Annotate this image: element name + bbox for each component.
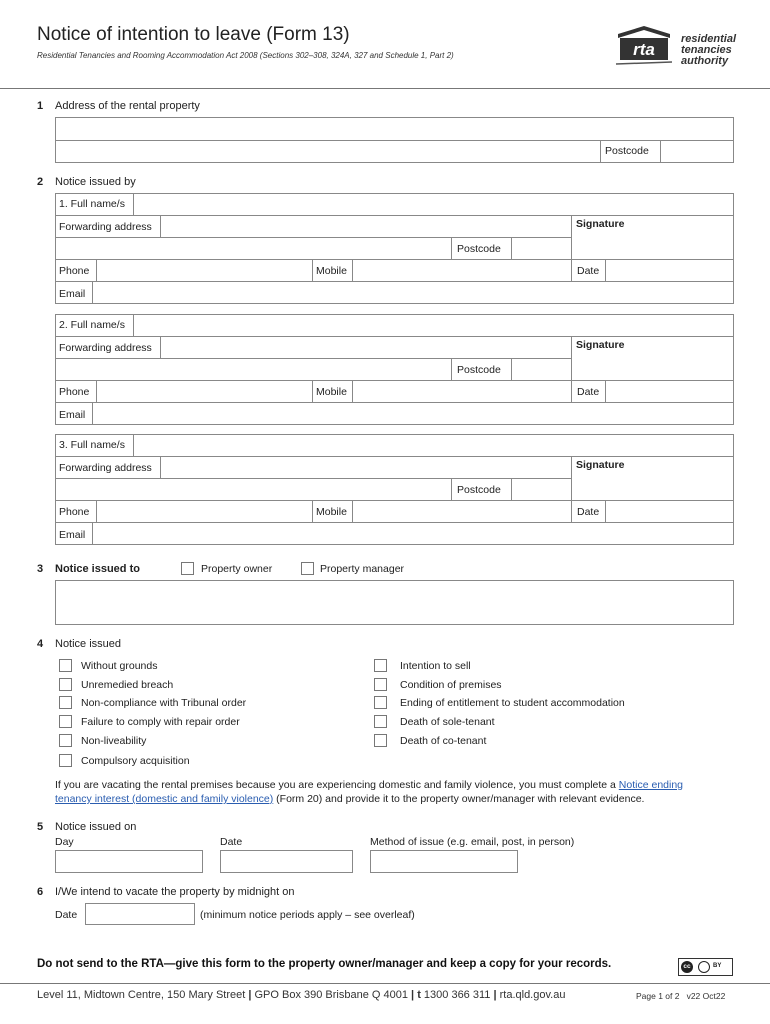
reason-label-right-4: Death of sole-tenant bbox=[400, 716, 495, 728]
reason-checkbox-right-4[interactable] bbox=[374, 715, 387, 728]
logo-line-2: tenancies bbox=[681, 44, 732, 56]
rta-logo-text: rta bbox=[633, 40, 655, 59]
tenant-1-signature-input[interactable] bbox=[572, 233, 733, 258]
tenant-3-email-label: Email bbox=[59, 529, 86, 541]
tenant-1-email-label: Email bbox=[59, 288, 86, 300]
tenant-3-email-input[interactable] bbox=[93, 523, 733, 544]
tenant-3-date-label: Date bbox=[577, 506, 600, 518]
tenant-2-phone-label: Phone bbox=[59, 386, 90, 398]
tenant-1-row-divider-2 bbox=[55, 237, 571, 238]
reason-label-right-3: Ending of entitlement to student accommodation bbox=[400, 697, 625, 709]
reason-checkbox-right-1[interactable] bbox=[374, 659, 387, 672]
tenant-1-phone-label: Phone bbox=[59, 265, 90, 277]
section-1-postcode-label: Postcode bbox=[605, 145, 649, 157]
section-4-number: 4 bbox=[37, 638, 44, 650]
postcode-divider bbox=[600, 140, 601, 163]
tenant-2-mobile-label: Mobile bbox=[316, 386, 347, 398]
dfv-note-pre: If you are vacating the rental premises because you are experiencing domestic and family violence, you must complete a bbox=[55, 779, 619, 791]
tenant-2-mobile-divider-1 bbox=[312, 380, 313, 402]
day-input[interactable] bbox=[55, 850, 203, 873]
tenant-2-signature-input[interactable] bbox=[572, 354, 733, 379]
tenant-3-row-divider-2 bbox=[55, 478, 571, 479]
notice-period-hint: (minimum notice periods apply – see overleaf) bbox=[200, 909, 415, 921]
tenant-3-signature-input[interactable] bbox=[572, 474, 733, 499]
tenant-3-forwarding-label: Forwarding address bbox=[59, 462, 152, 474]
tenant-3-mobile-label: Mobile bbox=[316, 506, 347, 518]
tenant-3-pc-divider-1 bbox=[451, 478, 452, 500]
reason-label-left-4: Failure to comply with repair order bbox=[81, 716, 240, 728]
tenant-3-mobile-input[interactable] bbox=[353, 501, 570, 521]
reason-label-right-2: Condition of premises bbox=[400, 679, 502, 691]
tenant-2-postcode-label: Postcode bbox=[457, 364, 501, 376]
section-1-heading: Address of the rental property bbox=[55, 100, 200, 112]
form-version: v22 Oct22 bbox=[686, 991, 726, 1001]
property-manager-label: Property manager bbox=[320, 563, 405, 575]
notice-issued-to-field[interactable] bbox=[55, 580, 734, 625]
day-label: Day bbox=[55, 836, 74, 848]
tenant-2-pc-divider-1 bbox=[451, 358, 452, 380]
tenant-1-email-input[interactable] bbox=[93, 282, 733, 303]
section-1-postcode-input[interactable] bbox=[661, 141, 733, 162]
tenant-3-phone-input[interactable] bbox=[97, 501, 311, 521]
tenant-1-mobile-divider-1 bbox=[312, 259, 313, 281]
vacate-date-label: Date bbox=[55, 909, 78, 921]
tenant-3-full-name-input[interactable] bbox=[134, 435, 733, 455]
reason-label-right-1: Intention to sell bbox=[400, 660, 471, 672]
tenant-2-mobile-input[interactable] bbox=[353, 381, 570, 401]
tenant-3-full-name-label: 3. Full name/s bbox=[59, 439, 125, 451]
title-main: Notice of intention to leave bbox=[37, 24, 261, 45]
footer-web[interactable]: rta.qld.gov.au bbox=[499, 989, 566, 1001]
tenant-3-mobile-divider-1 bbox=[312, 500, 313, 522]
tenant-1-forwarding-input[interactable] bbox=[161, 216, 570, 236]
tenant-3-signature-label: Signature bbox=[576, 459, 625, 471]
reason-checkbox-left-3[interactable] bbox=[59, 696, 72, 709]
tenant-2-email-input[interactable] bbox=[93, 403, 733, 424]
reason-label-right-5: Death of co-tenant bbox=[400, 735, 487, 747]
dfv-note bbox=[55, 778, 745, 806]
tenant-1-date-label: Date bbox=[577, 265, 600, 277]
tenant-2-email-label: Email bbox=[59, 409, 86, 421]
logo-line-3: authority bbox=[681, 55, 729, 67]
footer-phone: 1300 366 311 bbox=[423, 989, 491, 1001]
footer-warning: Do not send to the RTA—give this form to the property owner/manager and keep a copy for your records. bbox=[37, 958, 612, 970]
reason-checkbox-left-6[interactable] bbox=[59, 754, 72, 767]
footer-t-label: t bbox=[417, 989, 421, 1001]
tenant-3-postcode-input[interactable] bbox=[512, 479, 570, 499]
footer-po-box: GPO Box 390 Brisbane Q 4001 bbox=[254, 989, 408, 1001]
property-owner-checkbox[interactable] bbox=[181, 562, 194, 575]
method-input[interactable] bbox=[370, 850, 518, 873]
section-2-heading: Notice issued by bbox=[55, 176, 136, 188]
property-owner-label: Property owner bbox=[201, 563, 273, 575]
tenant-2-date-input[interactable] bbox=[606, 381, 733, 401]
method-label: Method of issue (e.g. email, post, in person) bbox=[370, 836, 575, 848]
section-4-heading: Notice issued bbox=[55, 638, 122, 650]
title-form: (Form 13) bbox=[266, 24, 350, 45]
reason-checkbox-right-2[interactable] bbox=[374, 678, 387, 691]
tenant-1-signature-label: Signature bbox=[576, 218, 625, 230]
page-title bbox=[37, 24, 350, 46]
vacate-date-input[interactable] bbox=[85, 903, 195, 925]
rta-logo-words bbox=[681, 34, 736, 67]
section-2-number: 2 bbox=[37, 176, 44, 188]
tenant-2-forwarding-label: Forwarding address bbox=[59, 342, 152, 354]
tenant-2-forwarding-input[interactable] bbox=[161, 337, 570, 357]
footer-page-info bbox=[636, 991, 725, 1001]
section-1-number: 1 bbox=[37, 100, 44, 112]
tenant-1-mobile-label: Mobile bbox=[316, 265, 347, 277]
page-number: Page 1 of 2 bbox=[636, 991, 680, 1001]
tenant-3-postcode-label: Postcode bbox=[457, 484, 501, 496]
section-3-number: 3 bbox=[37, 563, 44, 575]
form-20-link-part-2[interactable]: tenancy interest (domestic and family violence) bbox=[55, 793, 274, 805]
tenant-1-phone-input[interactable] bbox=[97, 260, 311, 280]
tenant-1-date-input[interactable] bbox=[606, 260, 733, 280]
reason-checkbox-left-4[interactable] bbox=[59, 715, 72, 728]
reason-checkbox-left-1[interactable] bbox=[59, 659, 72, 672]
cc-logo-icon: cc bbox=[681, 961, 693, 973]
reason-checkbox-right-3[interactable] bbox=[374, 696, 387, 709]
tenant-2-signature-label: Signature bbox=[576, 339, 625, 351]
footer-sep-1: | bbox=[248, 989, 252, 1001]
tenant-3-forwarding-input[interactable] bbox=[161, 457, 570, 477]
tenant-2-row-divider-2 bbox=[55, 358, 571, 359]
tenant-2-date-label: Date bbox=[577, 386, 600, 398]
tenant-2-postcode-input[interactable] bbox=[512, 359, 570, 379]
attribution-icon bbox=[698, 961, 710, 973]
reason-label-left-3: Non-compliance with Tribunal order bbox=[81, 697, 247, 709]
tenant-3-phone-label: Phone bbox=[59, 506, 90, 518]
tenant-3-date-input[interactable] bbox=[606, 501, 733, 521]
footer-sep-3: | bbox=[493, 989, 497, 1001]
tenant-1-full-name-label: 1. Full name/s bbox=[59, 198, 125, 210]
reason-checkbox-right-5[interactable] bbox=[374, 734, 387, 747]
footer-address: Level 11, Midtown Centre, 150 Mary Street bbox=[37, 989, 246, 1001]
dfv-note-post: (Form 20) and provide it to the property owner/manager with relevant evidence. bbox=[273, 793, 645, 805]
section-3-heading: Notice issued to bbox=[55, 563, 140, 575]
reason-checkbox-left-5[interactable] bbox=[59, 734, 72, 747]
reason-label-left-1: Without grounds bbox=[81, 660, 158, 672]
form-20-link-part-1[interactable]: Notice ending bbox=[618, 779, 684, 791]
reason-label-left-6: Compulsory acquisition bbox=[81, 755, 190, 767]
tenant-1-postcode-input[interactable] bbox=[512, 238, 570, 258]
tenant-2-full-name-label: 2. Full name/s bbox=[59, 319, 125, 331]
footer-contact bbox=[37, 989, 565, 1001]
tenant-1-full-name-input[interactable] bbox=[134, 194, 733, 214]
section-6-number: 6 bbox=[37, 886, 44, 898]
tenant-1-postcode-label: Postcode bbox=[457, 243, 501, 255]
section-6-heading: I/We intend to vacate the property by midnight on bbox=[55, 886, 295, 898]
issue-date-input[interactable] bbox=[220, 850, 353, 873]
reason-label-left-5: Non-liveability bbox=[81, 735, 147, 747]
tenant-2-full-name-input[interactable] bbox=[134, 315, 733, 335]
cc-by-text: BY bbox=[713, 963, 722, 969]
section-5-number: 5 bbox=[37, 821, 44, 833]
tenant-2-phone-input[interactable] bbox=[97, 381, 311, 401]
tenant-1-forwarding-label: Forwarding address bbox=[59, 221, 152, 233]
tenant-1-pc-divider-1 bbox=[451, 237, 452, 259]
cc-by-badge bbox=[678, 958, 733, 976]
reason-label-left-2: Unremedied breach bbox=[81, 679, 174, 691]
header-divider bbox=[0, 88, 770, 89]
page-subtitle: Residential Tenancies and Rooming Accommodation Act 2008 (Sections 302–308, 324A, 327 and Schedule 1, Part 2) bbox=[37, 51, 454, 60]
rta-logo-mark bbox=[610, 24, 678, 68]
reason-checkbox-left-2[interactable] bbox=[59, 678, 72, 691]
logo-line-1: residential bbox=[681, 33, 737, 45]
footer-divider bbox=[0, 983, 770, 984]
property-manager-checkbox[interactable] bbox=[301, 562, 314, 575]
address-divider bbox=[55, 140, 734, 141]
tenant-1-mobile-input[interactable] bbox=[353, 260, 570, 280]
footer-sep-2: | bbox=[411, 989, 415, 1001]
issue-date-label: Date bbox=[220, 836, 243, 848]
section-5-heading: Notice issued on bbox=[55, 821, 137, 833]
